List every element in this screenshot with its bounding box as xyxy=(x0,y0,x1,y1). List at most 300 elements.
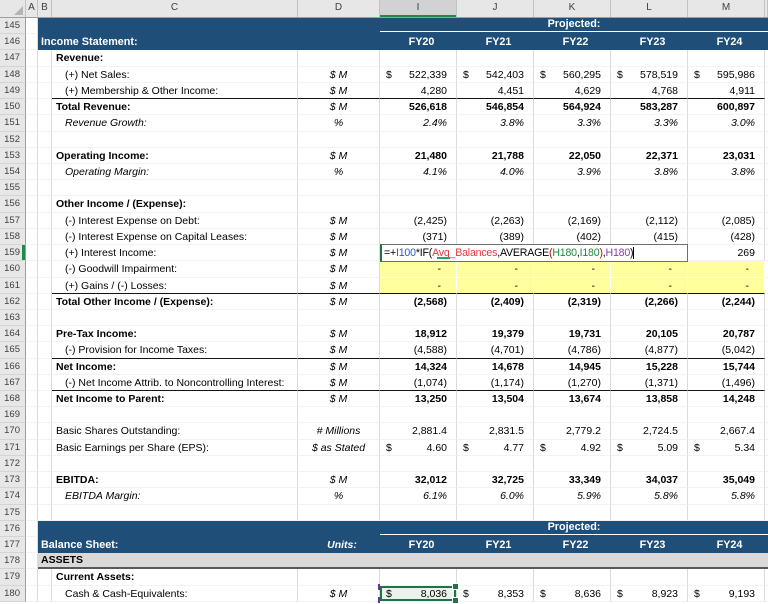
cell-K148[interactable] xyxy=(534,67,611,83)
cell-D153[interactable]: $ M xyxy=(298,148,380,164)
cell-L151[interactable]: 3.3% xyxy=(611,115,688,131)
row-header-157[interactable]: 157 xyxy=(0,213,26,229)
cell-A176[interactable] xyxy=(26,521,38,537)
cell-I152[interactable] xyxy=(380,132,457,148)
cell-M164[interactable]: 20,787 xyxy=(688,326,765,342)
cell-M163[interactable] xyxy=(688,310,765,326)
cell-D150[interactable]: $ M xyxy=(298,99,380,115)
cell-D179[interactable] xyxy=(298,569,380,585)
cell-D152[interactable] xyxy=(298,132,380,148)
cell-B148[interactable] xyxy=(38,67,52,83)
row-header-159[interactable]: 159 xyxy=(0,245,26,261)
cell-L154[interactable]: 3.8% xyxy=(611,164,688,180)
cell-B154[interactable] xyxy=(38,164,52,180)
cell-L180[interactable] xyxy=(611,586,688,602)
cell-A154[interactable] xyxy=(26,164,38,180)
cell-L160[interactable]: - xyxy=(611,261,688,277)
cell-A155[interactable] xyxy=(26,180,38,196)
cell-D174[interactable]: % xyxy=(298,488,380,504)
cell-M152[interactable] xyxy=(688,132,765,148)
cell-D169[interactable] xyxy=(298,407,380,423)
cell-J175[interactable] xyxy=(457,505,534,521)
cell-C168[interactable] xyxy=(52,391,298,407)
cell-M168[interactable]: 14,248 xyxy=(688,391,765,407)
cell-L152[interactable] xyxy=(611,132,688,148)
cell-B163[interactable] xyxy=(38,310,52,326)
cell-D167[interactable]: $ M xyxy=(298,375,380,391)
cell-C151[interactable] xyxy=(52,115,298,131)
cell-B162[interactable] xyxy=(38,294,52,310)
cell-J168[interactable]: 13,504 xyxy=(457,391,534,407)
row-header-158[interactable]: 158 xyxy=(0,229,26,245)
cell-J180[interactable] xyxy=(457,586,534,602)
cell-M166[interactable]: 15,744 xyxy=(688,359,765,375)
cell-K162[interactable]: (2,319) xyxy=(534,294,611,310)
column-header-C[interactable]: C xyxy=(52,0,298,17)
row-header-151[interactable]: 151 xyxy=(0,115,26,131)
row-header-169[interactable]: 169 xyxy=(0,407,26,423)
projected-header-band[interactable] xyxy=(38,18,768,34)
cell-J156[interactable] xyxy=(457,196,534,212)
cell-L149[interactable]: 4,768 xyxy=(611,83,688,99)
column-header-M[interactable]: M xyxy=(688,0,765,17)
cell-B151[interactable] xyxy=(38,115,52,131)
cell-C170[interactable] xyxy=(52,423,298,439)
cell-D165[interactable]: $ M xyxy=(298,342,380,358)
assets-band[interactable]: ASSETS xyxy=(38,553,768,569)
cell-D164[interactable]: $ M xyxy=(298,326,380,342)
cell-I154[interactable]: 4.1% xyxy=(380,164,457,180)
cell-L165[interactable]: (4,877) xyxy=(611,342,688,358)
row-header-163[interactable]: 163 xyxy=(0,310,26,326)
cell-J163[interactable] xyxy=(457,310,534,326)
cell-D168[interactable]: $ M xyxy=(298,391,380,407)
cell-K180[interactable] xyxy=(534,586,611,602)
cell-I172[interactable] xyxy=(380,456,457,472)
cell-L171[interactable] xyxy=(611,440,688,456)
cell-K149[interactable]: 4,629 xyxy=(534,83,611,99)
cell-D171[interactable]: $ as Stated xyxy=(298,440,380,456)
cell-A179[interactable] xyxy=(26,569,38,585)
cell-B165[interactable] xyxy=(38,342,52,358)
cell-B159[interactable] xyxy=(38,245,52,261)
row-header-179[interactable]: 179 xyxy=(0,569,26,585)
cell-L168[interactable]: 13,858 xyxy=(611,391,688,407)
cell-K170[interactable]: 2,779.2 xyxy=(534,423,611,439)
row-header-172[interactable]: 172 xyxy=(0,456,26,472)
cell-B166[interactable] xyxy=(38,359,52,375)
cell-B174[interactable] xyxy=(38,488,52,504)
cell-B172[interactable] xyxy=(38,456,52,472)
cell-D154[interactable]: % xyxy=(298,164,380,180)
row-header-165[interactable]: 165 xyxy=(0,342,26,358)
cell-M174[interactable]: 5.8% xyxy=(688,488,765,504)
cell-A145[interactable] xyxy=(26,18,38,34)
cell-I168[interactable]: 13,250 xyxy=(380,391,457,407)
cell-L166[interactable]: 15,228 xyxy=(611,359,688,375)
cell-K154[interactable]: 3.9% xyxy=(534,164,611,180)
row-header-180[interactable]: 180 xyxy=(0,586,26,602)
cell-K168[interactable]: 13,674 xyxy=(534,391,611,407)
cell-D173[interactable]: $ M xyxy=(298,472,380,488)
cell-K166[interactable]: 14,945 xyxy=(534,359,611,375)
cell-B161[interactable] xyxy=(38,278,52,294)
cell-B173[interactable] xyxy=(38,472,52,488)
row-header-155[interactable]: 155 xyxy=(0,180,26,196)
cell-K167[interactable]: (1,270) xyxy=(534,375,611,391)
row-header-167[interactable]: 167 xyxy=(0,375,26,391)
row-header-152[interactable]: 152 xyxy=(0,132,26,148)
cell-I158[interactable]: (371) xyxy=(380,229,457,245)
cell-M153[interactable]: 23,031 xyxy=(688,148,765,164)
row-header-149[interactable]: 149 xyxy=(0,83,26,99)
cell-M155[interactable] xyxy=(688,180,765,196)
cell-J173[interactable]: 32,725 xyxy=(457,472,534,488)
cell-C158[interactable] xyxy=(52,229,298,245)
cell-L174[interactable]: 5.8% xyxy=(611,488,688,504)
cell-K158[interactable]: (402) xyxy=(534,229,611,245)
cell-A161[interactable] xyxy=(26,278,38,294)
cell-A164[interactable] xyxy=(26,326,38,342)
row-header-162[interactable]: 162 xyxy=(0,294,26,310)
cell-C165[interactable] xyxy=(52,342,298,358)
cell-C180[interactable] xyxy=(52,586,298,602)
column-header-I[interactable]: I xyxy=(380,0,457,17)
cell-M165[interactable]: (5,042) xyxy=(688,342,765,358)
cell-I161[interactable]: - xyxy=(380,278,457,294)
cell-J167[interactable]: (1,174) xyxy=(457,375,534,391)
cell-A172[interactable] xyxy=(26,456,38,472)
cell-L179[interactable] xyxy=(611,569,688,585)
cell-B167[interactable] xyxy=(38,375,52,391)
row-header-161[interactable]: 161 xyxy=(0,278,26,294)
cell-B157[interactable] xyxy=(38,213,52,229)
cell-D163[interactable] xyxy=(298,310,380,326)
cell-I163[interactable] xyxy=(380,310,457,326)
cell-D148[interactable]: $ M xyxy=(298,67,380,83)
row-header-146[interactable]: 146 xyxy=(0,34,26,50)
cell-M149[interactable]: 4,911 xyxy=(688,83,765,99)
cell-I169[interactable] xyxy=(380,407,457,423)
cell-L173[interactable]: 34,037 xyxy=(611,472,688,488)
cell-M171[interactable] xyxy=(688,440,765,456)
cell-C171[interactable] xyxy=(52,440,298,456)
cell-K171[interactable] xyxy=(534,440,611,456)
cell-I149[interactable]: 4,280 xyxy=(380,83,457,99)
cell-A167[interactable] xyxy=(26,375,38,391)
cell-A178[interactable] xyxy=(26,553,38,569)
cell-D147[interactable] xyxy=(298,50,380,66)
cell-B180[interactable] xyxy=(38,586,52,602)
select-all-button[interactable] xyxy=(0,0,26,17)
cell-K165[interactable]: (4,786) xyxy=(534,342,611,358)
column-header-K[interactable]: K xyxy=(534,0,611,17)
cell-C163[interactable] xyxy=(52,310,298,326)
cell-A146[interactable] xyxy=(26,34,38,50)
cell-A147[interactable] xyxy=(26,50,38,66)
cell-M169[interactable] xyxy=(688,407,765,423)
cell-K175[interactable] xyxy=(534,505,611,521)
cell-I148[interactable] xyxy=(380,67,457,83)
cell-C147[interactable] xyxy=(52,50,298,66)
column-header-A[interactable]: A xyxy=(26,0,38,17)
cell-M172[interactable] xyxy=(688,456,765,472)
cell-L162[interactable]: (2,266) xyxy=(611,294,688,310)
row-header-177[interactable]: 177 xyxy=(0,537,26,553)
cell-B164[interactable] xyxy=(38,326,52,342)
cell-D180[interactable]: $ M xyxy=(298,586,380,602)
cell-A149[interactable] xyxy=(26,83,38,99)
row-header-150[interactable]: 150 xyxy=(0,99,26,115)
cell-L170[interactable]: 2,724.5 xyxy=(611,423,688,439)
cell-L172[interactable] xyxy=(611,456,688,472)
cell-I155[interactable] xyxy=(380,180,457,196)
cell-J169[interactable] xyxy=(457,407,534,423)
cell-J149[interactable]: 4,451 xyxy=(457,83,534,99)
cell-A162[interactable] xyxy=(26,294,38,310)
cell-M160[interactable]: - xyxy=(688,261,765,277)
cell-C162[interactable] xyxy=(52,294,298,310)
cell-J174[interactable]: 6.0% xyxy=(457,488,534,504)
cell-B168[interactable] xyxy=(38,391,52,407)
cell-K174[interactable]: 5.9% xyxy=(534,488,611,504)
row-header-174[interactable]: 174 xyxy=(0,488,26,504)
cell-K172[interactable] xyxy=(534,456,611,472)
cell-A157[interactable] xyxy=(26,213,38,229)
cell-C160[interactable] xyxy=(52,261,298,277)
cell-M157[interactable]: (2,085) xyxy=(688,213,765,229)
cell-J153[interactable]: 21,788 xyxy=(457,148,534,164)
cell-J152[interactable] xyxy=(457,132,534,148)
cell-J154[interactable]: 4.0% xyxy=(457,164,534,180)
cell-B170[interactable] xyxy=(38,423,52,439)
cell-A174[interactable] xyxy=(26,488,38,504)
cell-A160[interactable] xyxy=(26,261,38,277)
column-header-B[interactable]: B xyxy=(38,0,52,17)
cell-I153[interactable]: 21,480 xyxy=(380,148,457,164)
cell-L157[interactable]: (2,112) xyxy=(611,213,688,229)
cell-K161[interactable]: - xyxy=(534,278,611,294)
cell-B149[interactable] xyxy=(38,83,52,99)
cell-C157[interactable] xyxy=(52,213,298,229)
cell-M150[interactable]: 600,897 xyxy=(688,99,765,115)
row-header-154[interactable]: 154 xyxy=(0,164,26,180)
cell-C173[interactable] xyxy=(52,472,298,488)
cell-K179[interactable] xyxy=(534,569,611,585)
cell-A169[interactable] xyxy=(26,407,38,423)
row-header-168[interactable]: 168 xyxy=(0,391,26,407)
cell-M159[interactable]: 269 xyxy=(688,245,765,261)
cell-M158[interactable]: (428) xyxy=(688,229,765,245)
cell-C179[interactable] xyxy=(52,569,298,585)
cell-A177[interactable] xyxy=(26,537,38,553)
cell-D172[interactable] xyxy=(298,456,380,472)
cell-L150[interactable]: 583,287 xyxy=(611,99,688,115)
row-header-164[interactable]: 164 xyxy=(0,326,26,342)
cell-M170[interactable]: 2,667.4 xyxy=(688,423,765,439)
cell-J158[interactable]: (389) xyxy=(457,229,534,245)
cell-D160[interactable]: $ M xyxy=(298,261,380,277)
cell-B171[interactable] xyxy=(38,440,52,456)
cell-A151[interactable] xyxy=(26,115,38,131)
cell-B179[interactable] xyxy=(38,569,52,585)
cell-D156[interactable] xyxy=(298,196,380,212)
cell-A152[interactable] xyxy=(26,132,38,148)
cell-K150[interactable]: 564,924 xyxy=(534,99,611,115)
cell-I157[interactable]: (2,425) xyxy=(380,213,457,229)
cell-A156[interactable] xyxy=(26,196,38,212)
cell-J165[interactable]: (4,701) xyxy=(457,342,534,358)
cell-D157[interactable]: $ M xyxy=(298,213,380,229)
cell-K164[interactable]: 19,731 xyxy=(534,326,611,342)
row-header-173[interactable]: 173 xyxy=(0,472,26,488)
cell-I167[interactable]: (1,074) xyxy=(380,375,457,391)
cell-I171[interactable] xyxy=(380,440,457,456)
cell-I164[interactable]: 18,912 xyxy=(380,326,457,342)
row-header-160[interactable]: 160 xyxy=(0,261,26,277)
cell-A153[interactable] xyxy=(26,148,38,164)
cell-I160[interactable]: - xyxy=(380,261,457,277)
cell-C161[interactable] xyxy=(52,278,298,294)
cell-K151[interactable]: 3.3% xyxy=(534,115,611,131)
cell-L164[interactable]: 20,105 xyxy=(611,326,688,342)
row-header-145[interactable]: 145 xyxy=(0,18,26,34)
column-header-L[interactable]: L xyxy=(611,0,688,17)
cell-M173[interactable]: 35,049 xyxy=(688,472,765,488)
cell-J170[interactable]: 2,831.5 xyxy=(457,423,534,439)
cell-B160[interactable] xyxy=(38,261,52,277)
cell-C175[interactable] xyxy=(52,505,298,521)
cell-I174[interactable]: 6.1% xyxy=(380,488,457,504)
cell-C149[interactable] xyxy=(52,83,298,99)
cell-J161[interactable]: - xyxy=(457,278,534,294)
cell-A173[interactable] xyxy=(26,472,38,488)
cell-L163[interactable] xyxy=(611,310,688,326)
cell-K155[interactable] xyxy=(534,180,611,196)
cell-J166[interactable]: 14,678 xyxy=(457,359,534,375)
cell-M147[interactable] xyxy=(688,50,765,66)
cell-D166[interactable]: $ M xyxy=(298,359,380,375)
cell-C172[interactable] xyxy=(52,456,298,472)
row-header-176[interactable]: 176 xyxy=(0,521,26,537)
cell-C159[interactable] xyxy=(52,245,298,261)
cell-B158[interactable] xyxy=(38,229,52,245)
cell-J155[interactable] xyxy=(457,180,534,196)
cell-C174[interactable] xyxy=(52,488,298,504)
cell-L161[interactable]: - xyxy=(611,278,688,294)
column-header-D[interactable]: D xyxy=(298,0,380,17)
cell-M175[interactable] xyxy=(688,505,765,521)
cell-A150[interactable] xyxy=(26,99,38,115)
cell-L155[interactable] xyxy=(611,180,688,196)
cell-B150[interactable] xyxy=(38,99,52,115)
cell-I170[interactable]: 2,881.4 xyxy=(380,423,457,439)
cell-J162[interactable]: (2,409) xyxy=(457,294,534,310)
cell-C166[interactable] xyxy=(52,359,298,375)
cell-C148[interactable] xyxy=(52,67,298,83)
cell-I165[interactable]: (4,588) xyxy=(380,342,457,358)
column-header-J[interactable]: J xyxy=(457,0,534,17)
cell-C150[interactable] xyxy=(52,99,298,115)
cell-L158[interactable]: (415) xyxy=(611,229,688,245)
cell-D162[interactable]: $ M xyxy=(298,294,380,310)
cell-A163[interactable] xyxy=(26,310,38,326)
cell-C152[interactable] xyxy=(52,132,298,148)
cell-I166[interactable]: 14,324 xyxy=(380,359,457,375)
cell-B169[interactable] xyxy=(38,407,52,423)
cell-J150[interactable]: 546,854 xyxy=(457,99,534,115)
cell-A166[interactable] xyxy=(26,359,38,375)
cell-B155[interactable] xyxy=(38,180,52,196)
cell-D158[interactable]: $ M xyxy=(298,229,380,245)
cell-D175[interactable] xyxy=(298,505,380,521)
cell-A158[interactable] xyxy=(26,229,38,245)
cell-I175[interactable] xyxy=(380,505,457,521)
cell-M154[interactable]: 3.8% xyxy=(688,164,765,180)
row-header-156[interactable]: 156 xyxy=(0,196,26,212)
cell-J157[interactable]: (2,263) xyxy=(457,213,534,229)
cell-I147[interactable] xyxy=(380,50,457,66)
cell-B153[interactable] xyxy=(38,148,52,164)
cell-I151[interactable]: 2.4% xyxy=(380,115,457,131)
cell-J151[interactable]: 3.8% xyxy=(457,115,534,131)
cell-M179[interactable] xyxy=(688,569,765,585)
cell-C156[interactable] xyxy=(52,196,298,212)
cell-A165[interactable] xyxy=(26,342,38,358)
cell-C164[interactable] xyxy=(52,326,298,342)
cell-D151[interactable]: % xyxy=(298,115,380,131)
cell-A159[interactable] xyxy=(26,245,38,261)
cell-D159[interactable]: $ M xyxy=(298,245,380,261)
cell-I156[interactable] xyxy=(380,196,457,212)
row-header-178[interactable]: 178 xyxy=(0,553,26,569)
cell-K147[interactable] xyxy=(534,50,611,66)
cell-L148[interactable] xyxy=(611,67,688,83)
cell-B152[interactable] xyxy=(38,132,52,148)
cell-A175[interactable] xyxy=(26,505,38,521)
cell-A180[interactable] xyxy=(26,586,38,602)
row-header-153[interactable]: 153 xyxy=(0,148,26,164)
row-header-148[interactable]: 148 xyxy=(0,67,26,83)
cell-M151[interactable]: 3.0% xyxy=(688,115,765,131)
cell-J179[interactable] xyxy=(457,569,534,585)
cell-C153[interactable] xyxy=(52,148,298,164)
cell-I173[interactable]: 32,012 xyxy=(380,472,457,488)
cell-K152[interactable] xyxy=(534,132,611,148)
cell-J160[interactable]: - xyxy=(457,261,534,277)
projected-header-band[interactable] xyxy=(38,521,768,537)
cell-M161[interactable]: - xyxy=(688,278,765,294)
cell-M167[interactable]: (1,496) xyxy=(688,375,765,391)
cell-D149[interactable]: $ M xyxy=(298,83,380,99)
cell-L153[interactable]: 22,371 xyxy=(611,148,688,164)
cell-L169[interactable] xyxy=(611,407,688,423)
cell-C155[interactable] xyxy=(52,180,298,196)
cell-K160[interactable]: - xyxy=(534,261,611,277)
cell-L147[interactable] xyxy=(611,50,688,66)
cell-I162[interactable]: (2,568) xyxy=(380,294,457,310)
cell-M180[interactable] xyxy=(688,586,765,602)
cell-K169[interactable] xyxy=(534,407,611,423)
cell-I150[interactable]: 526,618 xyxy=(380,99,457,115)
cell-B175[interactable] xyxy=(38,505,52,521)
cell-J171[interactable] xyxy=(457,440,534,456)
row-header-175[interactable]: 175 xyxy=(0,505,26,521)
cell-A170[interactable] xyxy=(26,423,38,439)
cell-B147[interactable] xyxy=(38,50,52,66)
cell-A171[interactable] xyxy=(26,440,38,456)
cell-C154[interactable] xyxy=(52,164,298,180)
